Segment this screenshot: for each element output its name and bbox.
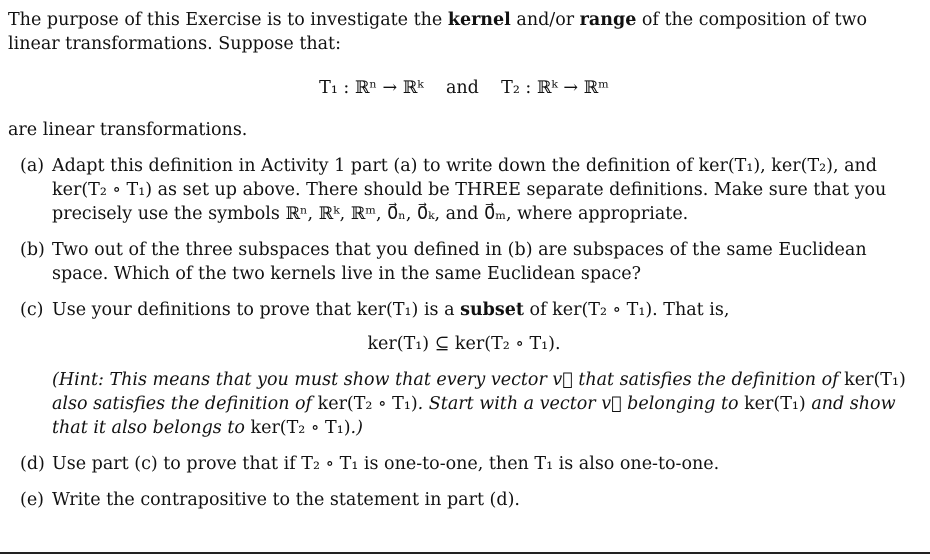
subset-relation-display: ker(T₁) ⊆ ker(T₂ ∘ T₁). (367, 334, 561, 354)
exercise-document (8, 8, 920, 524)
hint-text-4: and show that it also belongs to (52, 394, 896, 438)
kernel-bold: kernel (447, 10, 511, 30)
item-c-label: (c) (20, 300, 44, 320)
hint-text-1: (Hint: This means that you must show that every vector v⃗ that satisfies the definition of (52, 370, 845, 390)
hint-math-3: ker(T₁) (744, 394, 806, 414)
bottom-rule (0, 552, 930, 554)
item-c-text-2: of ker(T₂ ∘ T₁). That is, (523, 300, 730, 320)
hint-math-1: ker(T₁) (844, 370, 906, 390)
item-a-label: (a) (20, 156, 45, 176)
intro-text-3: of the composition of two linear transformations. Suppose that: (8, 10, 868, 54)
intro-paragraph (8, 8, 920, 56)
item-c (8, 298, 920, 440)
item-c-statement (52, 298, 920, 322)
intro-text-2: and/or (510, 10, 580, 30)
intro-text-1: The purpose of this Exercise is to investigate the (8, 10, 448, 30)
item-b-label: (b) (20, 240, 45, 260)
item-b-text: Two out of the three subspaces that you defined in (b) are subspaces of the same Euclidean space. Which of the two kernels live in the same Euclidean space? (52, 240, 867, 284)
t1-definition: T₁ : ℝⁿ → ℝᵏ (319, 78, 424, 98)
item-e-text: Write the contrapositive to the statement in part (d). (52, 490, 520, 510)
hint-math-2: ker(T₂ ∘ T₁) (317, 394, 418, 414)
item-a-text: Adapt this definition in Activity 1 part (a) to write down the definition of ker(T₁), ker(T₂), and ker(T₂ ∘ T₁) as set up above. There should be THREE separate definitions. Make sure that you precisely use the symbols ℝⁿ, ℝᵏ, ℝᵐ, 0⃗ₙ, 0⃗ₖ, and 0⃗ₘ, where appropriate. (52, 156, 887, 224)
item-a (8, 154, 920, 226)
subset-bold: subset (460, 300, 524, 320)
after-display-text: are linear transformations. (8, 120, 248, 140)
item-e (8, 488, 920, 512)
hint-text-2: also satisfies the definition of (52, 394, 318, 414)
range-bold: range (579, 10, 637, 30)
item-d-label: (d) (20, 454, 45, 474)
item-e-label: (e) (20, 490, 45, 510)
hint-text-5: .) (350, 418, 363, 438)
item-d (8, 452, 920, 476)
item-b (8, 238, 920, 286)
hint-math-4: ker(T₂ ∘ T₁) (250, 418, 351, 438)
transformations-display (8, 76, 920, 100)
item-c-hint (52, 368, 920, 440)
hint-text-3: . Start with a vector v⃗ belonging to (417, 394, 745, 414)
item-d-text: Use part (c) to prove that if T₂ ∘ T₁ is one-to-one, then T₁ is also one-to-one. (52, 454, 720, 474)
and-word: and (445, 78, 479, 98)
t2-definition: T₂ : ℝᵏ → ℝᵐ (501, 78, 609, 98)
item-c-text-1: Use your definitions to prove that ker(T₁) is a (52, 300, 461, 320)
